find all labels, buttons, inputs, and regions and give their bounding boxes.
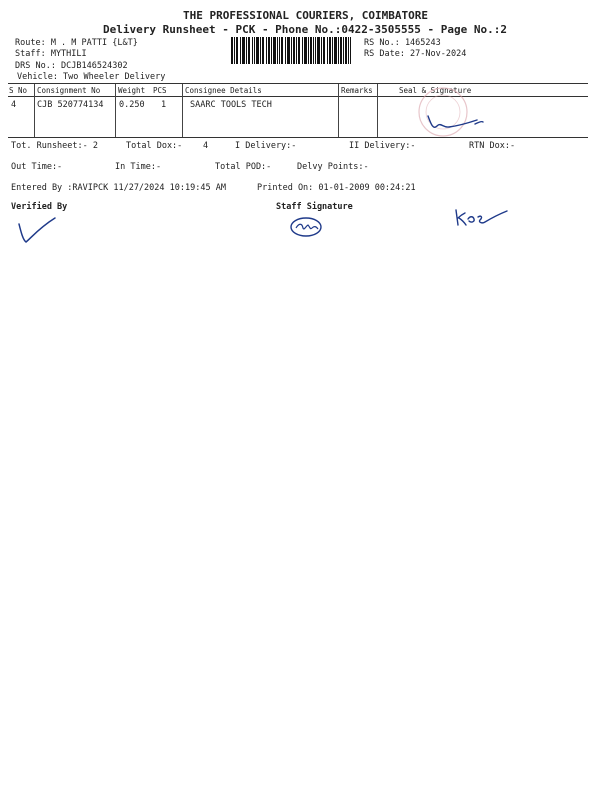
- cell-weight: 0.250: [119, 100, 145, 110]
- header-consignee: Consignee Details: [185, 86, 262, 95]
- runsheet-title: Delivery Runsheet - PCK - Phone No.:0422-3505555 - Page No.:2: [103, 23, 507, 36]
- tot-runsheet: Tot. Runsheet:- 2: [11, 141, 98, 151]
- in-time: In Time:-: [115, 162, 162, 172]
- cell-consignee: SAARC TOOLS TECH: [190, 100, 272, 110]
- total-pod: Total POD:-: [215, 162, 272, 172]
- staff-signature: [288, 214, 328, 240]
- initials-signature: [452, 205, 510, 229]
- col-divider: [182, 84, 183, 137]
- total-dox-label: Total Dox:-: [126, 141, 183, 151]
- route-text: Route: M . M PATTI {L&T}: [15, 38, 138, 48]
- verifier-signature: [15, 214, 60, 246]
- cell-consignment: CJB 520774134: [37, 100, 104, 110]
- delvy-points: Delvy Points:-: [297, 162, 369, 172]
- col-divider: [115, 84, 116, 137]
- i-delivery: I Delivery:-: [235, 141, 297, 151]
- col-divider: [34, 84, 35, 137]
- staff-text: Staff: MYTHILI: [15, 49, 87, 59]
- total-dox-value: 4: [203, 141, 209, 151]
- rs-number: RS No.: 1465243: [364, 38, 441, 48]
- rtn-dox: RTN Dox:-: [469, 141, 516, 151]
- header-remarks: Remarks: [341, 86, 373, 95]
- table-bottom-border: [8, 137, 588, 138]
- entered-by: Entered By :RAVIPCK 11/27/2024 10:19:45 AM: [11, 183, 226, 193]
- company-title: THE PROFESSIONAL COURIERS, COIMBATORE: [183, 9, 429, 22]
- rs-date: RS Date: 27-Nov-2024: [364, 49, 467, 59]
- drs-number: DRS No.: DCJB146524302: [15, 61, 128, 71]
- printed-on: Printed On: 01-01-2009 00:24:21: [257, 183, 416, 193]
- header-weight: Weight: [118, 86, 146, 95]
- cell-sno: 4: [11, 100, 17, 110]
- col-divider: [377, 84, 378, 137]
- col-divider: [338, 84, 339, 137]
- header-sno: S No: [9, 86, 28, 95]
- header-pcs: PCS: [153, 86, 167, 95]
- ii-delivery: II Delivery:-: [349, 141, 416, 151]
- vehicle-text: Vehicle: Two Wheeler Delivery: [17, 72, 166, 82]
- verified-by-label: Verified By: [11, 202, 68, 212]
- staff-signature-label: Staff Signature: [276, 202, 353, 212]
- cell-pcs: 1: [161, 100, 167, 110]
- barcode: [231, 37, 351, 64]
- table-top-border: [8, 83, 588, 84]
- out-time: Out Time:-: [11, 162, 63, 172]
- header-consignment: Consignment No: [37, 86, 101, 95]
- receiver-signature: [425, 110, 485, 136]
- table-header-border: [8, 96, 588, 97]
- header-seal-signature: Seal & Signature: [399, 86, 472, 95]
